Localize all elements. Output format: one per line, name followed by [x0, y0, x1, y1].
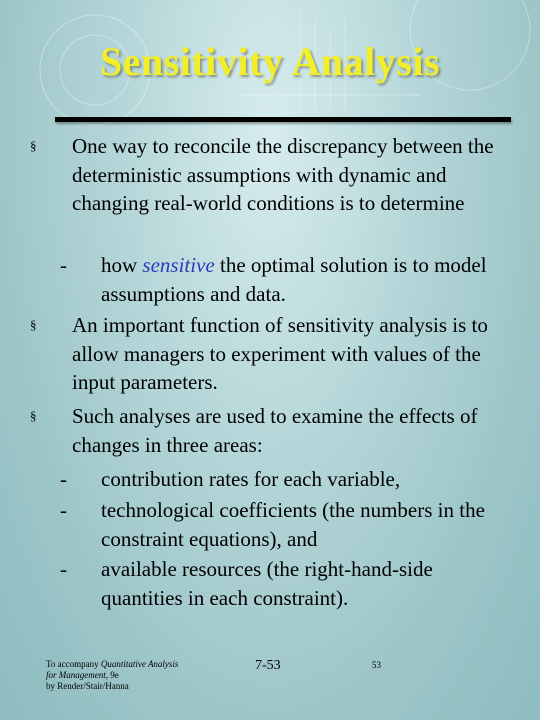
footer-citation	[46, 659, 216, 692]
footer-line-3: by Render/Stair/Hanna	[46, 681, 129, 691]
bullet-text-2: An important function of sensitivity analysis is to allow managers to experiment with values of the input parameters.	[72, 313, 488, 394]
sub-item-3a	[0, 465, 540, 494]
page-label: 7-53	[255, 658, 281, 673]
footer-line-1-prefix: To accompany	[46, 659, 101, 669]
sub-item-3c	[0, 555, 540, 612]
sensitive-highlight: sensitive	[142, 253, 215, 277]
footer-line-2-suffix: , 9e	[105, 670, 119, 680]
page-number: 53	[372, 660, 381, 670]
dash-icon: -	[60, 467, 67, 491]
footer-line-2	[46, 670, 216, 681]
sub-item-1	[0, 251, 540, 308]
dash-icon: -	[60, 253, 67, 277]
sub-text-1-before: how	[101, 253, 143, 277]
sub-item-3b	[0, 496, 540, 553]
dash-icon: -	[60, 557, 67, 581]
bullet-item-2	[0, 311, 540, 397]
sub-text-3c: available resources (the right-hand-side quantities in each constraint).	[101, 557, 433, 610]
footer-line-2-italic: for Management	[46, 670, 106, 680]
dash-icon: -	[60, 498, 67, 522]
sub-text-3b: technological coefficients (the numbers in the constraint equations), and	[101, 498, 485, 551]
bullet-item-3	[0, 402, 540, 459]
bullet-icon: §	[30, 408, 37, 423]
slide-title: Sensitivity Analysis	[99, 39, 441, 84]
bullet-text-1: One way to reconcile the discrepancy between the deterministic assumptions with dynamic and changing real-world conditions is to determine	[72, 134, 494, 215]
sub-text-1-after: the optimal solution is to model assumptions and data.	[101, 253, 487, 306]
sub-text-1	[101, 251, 521, 308]
bullet-text-3: Such analyses are used to examine the effects of changes in three areas:	[72, 404, 478, 457]
bullet-item-1	[0, 132, 540, 218]
footer-line-1-italic: Quantitative Analysis	[100, 659, 179, 669]
bullet-icon: §	[30, 138, 37, 153]
footer-line-1	[46, 659, 216, 670]
title-divider	[55, 117, 511, 122]
bullet-icon: §	[30, 317, 37, 332]
sub-text-3a: contribution rates for each variable,	[101, 467, 401, 491]
